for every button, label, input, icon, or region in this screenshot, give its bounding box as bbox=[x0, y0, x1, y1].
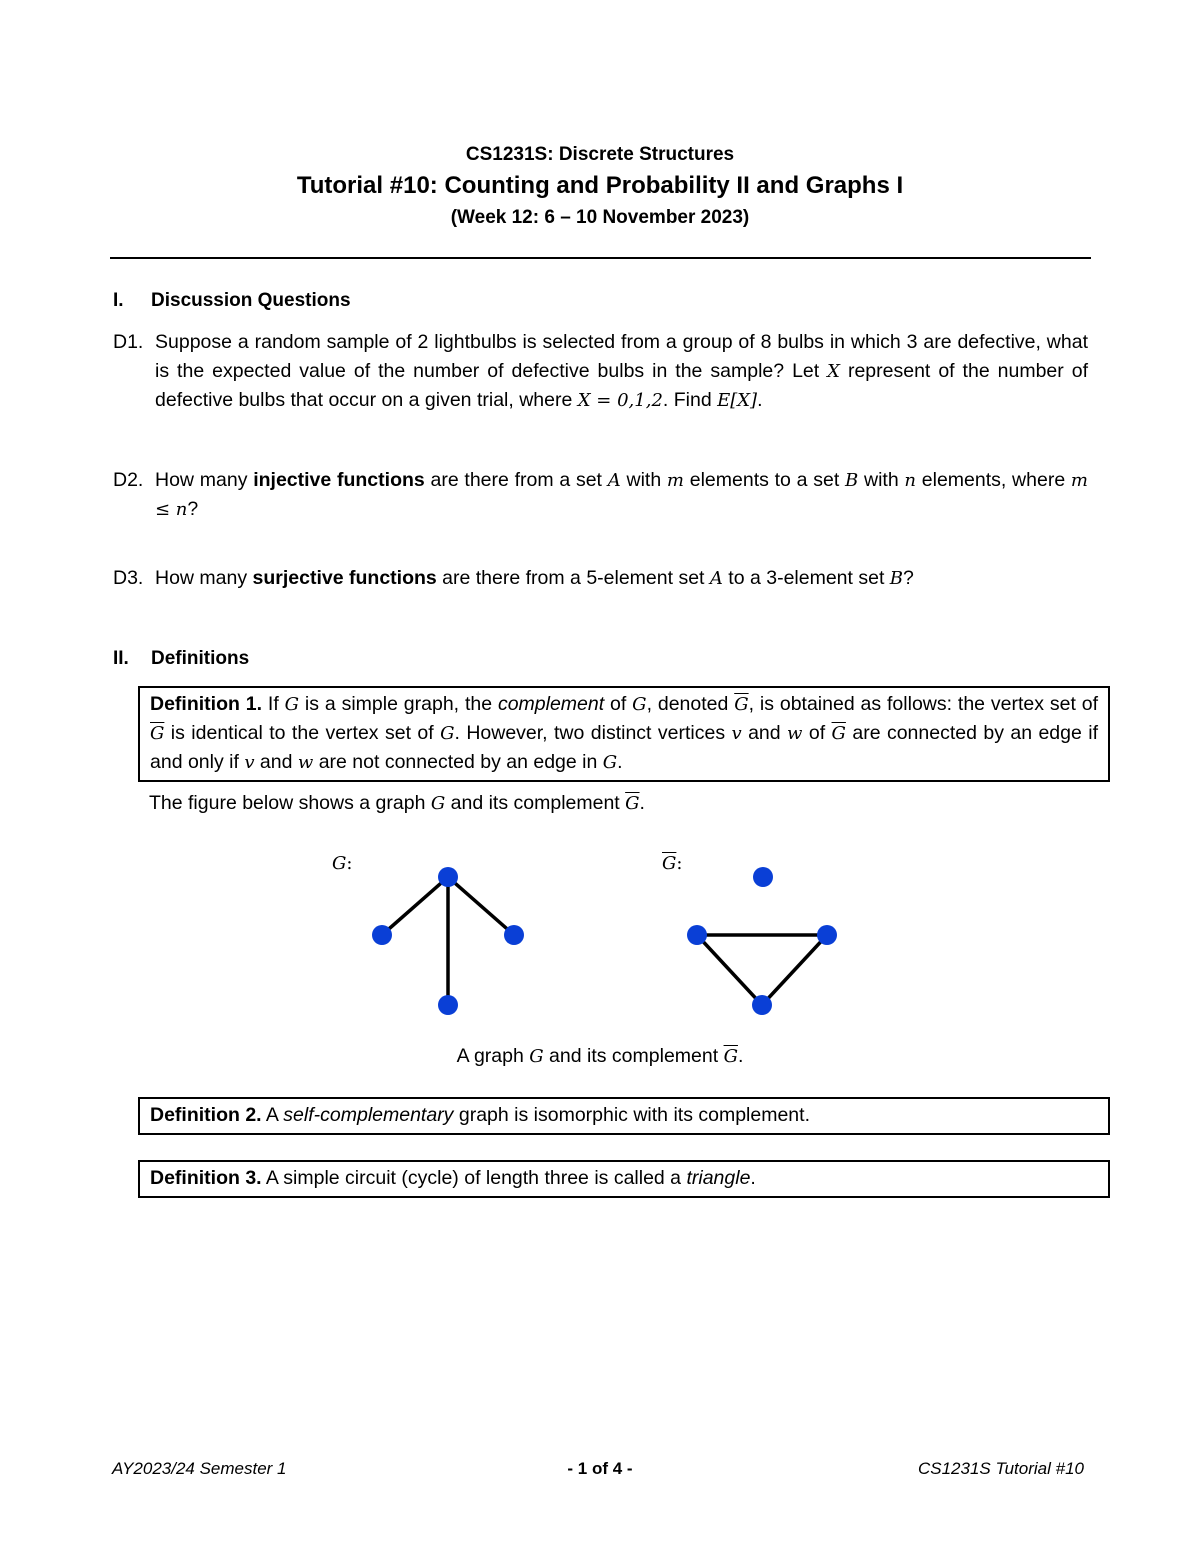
math-g-bar: $\overline{G}$ bbox=[723, 1046, 738, 1067]
text-run: to a 3-element set bbox=[722, 567, 890, 589]
text-run: A bbox=[261, 1104, 284, 1126]
text-run: , denoted bbox=[646, 693, 735, 715]
text-run: and bbox=[254, 751, 298, 773]
vertex-g-left bbox=[372, 925, 392, 945]
text-run: . However, two distinct vertices bbox=[454, 722, 732, 744]
text-run: , is obtained as follows: the vertex set of bbox=[748, 693, 1099, 715]
text-run: How many bbox=[155, 469, 254, 491]
text-run: of bbox=[604, 693, 633, 715]
vertex-g-bottom bbox=[438, 995, 458, 1015]
math-x: X bbox=[827, 361, 840, 382]
question-label: D1. bbox=[113, 331, 144, 353]
text-run: . bbox=[617, 751, 623, 773]
colon: : bbox=[676, 853, 683, 874]
math-a: A bbox=[709, 568, 723, 589]
text-run: . Find bbox=[662, 389, 718, 411]
math-g: G bbox=[632, 694, 647, 715]
section-number: II. bbox=[113, 648, 129, 669]
text-run: elements to a set bbox=[684, 469, 845, 491]
math-w: w bbox=[297, 752, 314, 773]
definition-label: Definition 1. bbox=[150, 693, 263, 715]
graph-vertices bbox=[372, 867, 837, 1015]
week-subtitle: (Week 12: 6 – 10 November 2023) bbox=[450, 207, 750, 228]
figure-caption bbox=[0, 1045, 1200, 1068]
definition-label: Definition 2. bbox=[150, 1104, 262, 1126]
colon: : bbox=[346, 853, 353, 874]
definition-3-box bbox=[138, 1160, 1110, 1198]
math-b: B bbox=[845, 470, 859, 491]
text-run: If bbox=[262, 693, 285, 715]
text-run: is a simple graph, the bbox=[299, 693, 498, 715]
edge-g-top-right bbox=[448, 877, 514, 935]
text-run: of bbox=[802, 722, 832, 744]
math-v: v bbox=[244, 752, 255, 773]
footer-tutorial: CS1231S Tutorial #10 bbox=[917, 1459, 1084, 1478]
math-g-bar: $\overline{G}$ bbox=[625, 793, 640, 814]
text-run: ? bbox=[187, 498, 199, 520]
graph-edges bbox=[382, 877, 827, 1005]
text-run: A simple circuit (cycle) of length three is called a bbox=[261, 1167, 687, 1189]
text-run: is identical to the vertex set of bbox=[164, 722, 441, 744]
text-run: Suppose a random sample of 2 lightbulbs is selected from a group of 8 bulbs in which 3 are defective, what is the expected value of the number of defective bulbs in the sample? Let bbox=[155, 331, 1088, 382]
footer-page-number: - 1 of 4 - bbox=[567, 1459, 633, 1478]
math-m: m bbox=[666, 470, 684, 491]
definition-2-box bbox=[138, 1097, 1110, 1135]
course-title: CS1231S: Discrete Structures bbox=[465, 144, 735, 165]
footer-semester: AY2023/24 Semester 1 bbox=[112, 1459, 287, 1478]
text-run: elements, where bbox=[916, 469, 1071, 491]
math-g: G bbox=[602, 752, 618, 773]
math-g: G bbox=[332, 853, 347, 874]
vertex-g-top bbox=[438, 867, 458, 887]
text-run: with bbox=[620, 469, 667, 491]
edge-gbar-left-bottom bbox=[697, 935, 762, 1005]
text-run: are connected by an edge if and only if bbox=[150, 722, 1099, 773]
question-label: D2. bbox=[113, 469, 144, 491]
math-b: B bbox=[889, 568, 904, 589]
tutorial-title: Tutorial #10: Counting and Probability II and Graphs I bbox=[296, 172, 904, 199]
bold-term: injective functions bbox=[253, 469, 425, 491]
text-run: The figure below shows a graph bbox=[149, 792, 431, 814]
section-number: I. bbox=[113, 290, 124, 311]
question-label: D3. bbox=[113, 567, 144, 589]
text-run: are there from a set bbox=[424, 469, 608, 491]
math-x-values: X = 0,1,2 bbox=[577, 390, 663, 411]
italic-term: self-complementary bbox=[283, 1104, 454, 1126]
text-run: . bbox=[639, 792, 645, 814]
text-run: are not connected by an edge in bbox=[313, 751, 603, 773]
math-g: G bbox=[284, 694, 300, 715]
math-expectation: E[X] bbox=[717, 390, 758, 411]
vertex-gbar-right bbox=[817, 925, 837, 945]
math-w: w bbox=[787, 723, 803, 744]
math-g: G bbox=[440, 723, 455, 744]
section-title: Discussion Questions bbox=[151, 290, 351, 311]
text-run: A graph bbox=[456, 1045, 530, 1067]
text-run: and its complement bbox=[445, 792, 626, 814]
bold-term: surjective functions bbox=[252, 567, 437, 589]
italic-term: complement bbox=[497, 693, 605, 715]
math-g-bar: $\overline{G}$ bbox=[831, 723, 846, 744]
math-g: G bbox=[430, 793, 446, 814]
text-run: ? bbox=[903, 567, 914, 589]
math-g-bar: $\overline{G}$ bbox=[662, 853, 677, 874]
text-run: . bbox=[750, 1167, 756, 1189]
text-run: . bbox=[757, 389, 763, 411]
text-run: graph is isomorphic with its complement. bbox=[453, 1104, 810, 1126]
vertex-g-right bbox=[504, 925, 524, 945]
vertex-gbar-top bbox=[753, 867, 773, 887]
math-n: n bbox=[904, 470, 917, 491]
definition-label: Definition 3. bbox=[150, 1167, 262, 1189]
math-a: A bbox=[607, 470, 621, 491]
edge-gbar-right-bottom bbox=[762, 935, 827, 1005]
math-v: v bbox=[731, 723, 742, 744]
text-run: and its complement bbox=[543, 1045, 724, 1067]
vertex-gbar-left bbox=[687, 925, 707, 945]
math-g-bar: $\overline{G}$ bbox=[150, 723, 165, 744]
text-run: How many bbox=[155, 567, 253, 589]
vertex-gbar-bottom bbox=[752, 995, 772, 1015]
text-run: . bbox=[737, 1045, 744, 1067]
italic-term: triangle bbox=[686, 1167, 751, 1189]
math-inequality: m ≤ n bbox=[155, 470, 1088, 520]
text-run: are there from a 5-element set bbox=[436, 567, 710, 589]
text-run: with bbox=[858, 469, 905, 491]
section-title: Definitions bbox=[151, 648, 250, 669]
text-run: and bbox=[741, 722, 788, 744]
math-g: G bbox=[529, 1046, 544, 1067]
text-run: represent of the number of defective bulbs that occur on a given trial, where bbox=[155, 360, 1089, 411]
math-g-bar: $\overline{G}$ bbox=[734, 694, 749, 715]
edge-g-top-left bbox=[382, 877, 448, 935]
